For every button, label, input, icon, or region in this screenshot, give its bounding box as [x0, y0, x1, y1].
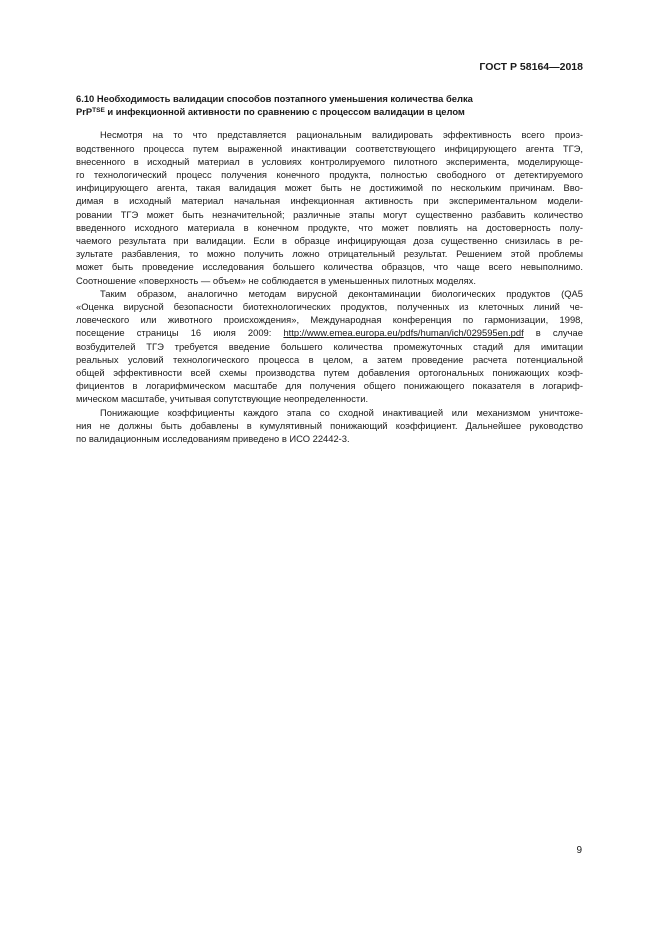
text-line: реальных условий технологического процесса в целом, а затем проведение расчета потенциальной	[76, 353, 583, 365]
reference-link[interactable]: http://www.emea.europa.eu/pdfs/human/ich/029595en.pdf	[283, 327, 524, 339]
page-number: 9	[576, 845, 582, 856]
text-line: Понижающие коэффициенты каждого этапа со сходной инактивацией или механизмом уничтоже-	[100, 406, 583, 418]
heading-line-2: PrP$^{TSE}$ и инфекционной активности по сравнению с процессом валидации в целом	[76, 106, 465, 118]
text-line: фициентов в логарифмическом масштабе для получения общего понижающего показателя в логариф-	[76, 380, 583, 392]
paragraph-2	[76, 287, 583, 406]
heading-line-1: 6.10 Необходимость валидации способов поэтапного уменьшения количества белка	[76, 93, 473, 104]
text-line: Несмотря на то что представляется рациональным валидировать эффективность всего произ-	[100, 129, 583, 141]
document-code: ГОСТ Р 58164—2018	[479, 61, 583, 73]
text-line: зультате разбавления, то можно получить ложно отрицательный результат. Решением этой проблемы	[76, 248, 583, 260]
text-line: ния не должны быть добавлены в кумулятивный понижающий коэффициент. Дальнейшее руководство	[76, 419, 583, 431]
paragraph-3	[76, 406, 583, 446]
section-heading	[76, 92, 583, 118]
text-line: по валидационным исследованиям приведено в ИСО 22442-3.	[76, 433, 350, 445]
text-line-with-link: посещение страницы 16 июля 2009: http://www.emea.europa.eu/pdfs/human/ich/029595en.pdf в случае	[76, 327, 583, 339]
text-line: ровании ТГЭ может быть незначительной; различные этапы могут существенно разбавить количество	[76, 208, 583, 220]
text-line: возбудителей ТГЭ требуется введение большего количества промежуточных стадий для имитации	[76, 340, 583, 352]
text-line: Соотношение «поверхность — объем» не соблюдается в уменьшенных пилотных моделях.	[76, 274, 476, 286]
text-line: го технологический процесс получения конечного продукта, полностью свободного от детектируемого	[76, 169, 583, 181]
text-line: димая в исходный материал начальная инфекционная активность при экспериментальном модели-	[76, 195, 583, 207]
section-content	[76, 92, 583, 445]
text-line: общей эффективности всей схемы производства путем добавления ортогональных понижающих коэф-	[76, 367, 583, 379]
text-line: инфицирующего агента, такая валидация может быть не достижимой по нескольким причинам. Вво-	[76, 182, 583, 194]
text-line: внесенного в исходный материал в условиях контролируемого пилотного эксперимента, моделирующе-	[76, 155, 583, 167]
text-line: «Оценка вирусной безопасности биотехнологических продуктов, полученных из клеточных линий че-	[76, 301, 583, 313]
text-line: может быть проведение исследования большего количества образцов, что чаще всего невыполнимо.	[76, 261, 583, 273]
text-line: водственного процесса путем выраженной инактивации соответствующего инфицирующего агента ТГЭ,	[76, 142, 583, 154]
text-line: ловеческого или животного происхождения», Международная конференция по гармонизации, 1998,	[76, 314, 583, 326]
paragraph-1	[76, 128, 583, 286]
text-line: мическом масштабе, учитывая сопутствующие неопределенности.	[76, 393, 369, 405]
text-line: введенного исходного материала в конечном продукте, что может повлиять на достоверность полу-	[76, 221, 583, 233]
text-line: чаемого результата при валидации. Если в образце инфицирующая доза существенно снизилась в ре-	[76, 235, 583, 247]
text-line: Таким образом, аналогично методам вирусной деконтаминации биологических продуктов (QA5	[100, 287, 583, 299]
